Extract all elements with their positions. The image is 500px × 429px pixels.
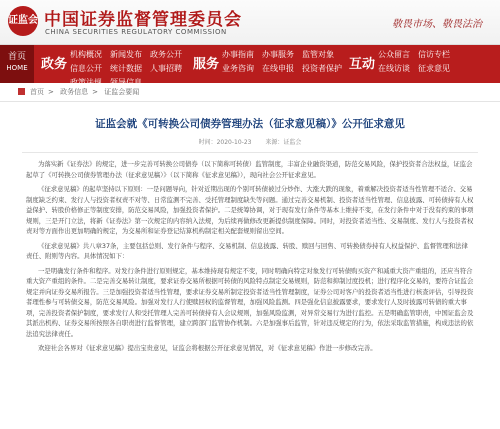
site-name: 中国证券监督管理委员会 xyxy=(44,10,242,30)
nav-link[interactable]: 信访专栏 xyxy=(418,50,450,59)
article-meta xyxy=(0,137,500,146)
nav-link[interactable]: 监管对象 xyxy=(302,50,334,59)
article-paragraph: 欢迎社会各界对《征求意见稿》提出宝贵意见，证监会将根据公开征求意见情况，对《征求意见稿》作进一步修改完善。 xyxy=(38,344,377,352)
breadcrumb-item: 证监会要闻 xyxy=(104,88,140,96)
nav-link[interactable]: 领导信息 xyxy=(110,78,142,87)
article-paragraph: 为落实新《证券法》的规定，进一步完善可转换公司债券（以下简称可转债）监管制度，丰富企业融资渠道，防范交易风险，保护投资者合法权益，证监会起草了《可转换公司债券管理办法（征求意见稿）》（以下简称《征求意见稿》），现向社会公开征求意见。 xyxy=(26,160,473,179)
nav-link[interactable]: 在线访谈 xyxy=(378,64,410,73)
nav-link[interactable]: 政务公开 xyxy=(150,50,182,59)
article-paragraph: 一是明确发行条件和程序。对发行条件进行原则规定，基本维持现有规定不变，同时明确向特定对象发行可转债购买资产和减重大资产重组的，还应当符合重大资产重组的条件。二是完善交易转让制度，要求证券交易所根据可转债的风险特点制定交易规则，防范和抑制过度投机；进行程序化交易的，要符合证监会规定并向证券交易所报告。三是加强投资者适当性管理，要求证券交易所制定投资者适当性管理制度，证券公司对客户的投资者适当性进行核查评估，引导投资者理性参与可转债交易，防范交易风险。加强对发行人行使赎回权的监督管理，加强风险监测。四是强化信息披露要求，要求发行人及时披露可转债的重大事项，完善投资者保护制度，要求发行人和受托管理人完善可转债持有人会议规则，加强风险监测，对异常交易行为进行监控。五是明确监管职责，中国证监会及其派出机构、证券交易所按照各自职责进行监督管理，建立跨部门监管协作机制。六是加强事后监管，针对违反规定的行为，依法采取监管措施，构成违法的依法追究法律责任。 xyxy=(26,266,474,338)
nav-home[interactable] xyxy=(0,45,34,83)
article-date: 时间：2020-10-23 xyxy=(198,139,252,146)
nav-link[interactable]: 机构概况 xyxy=(70,50,102,59)
breadcrumb xyxy=(0,83,500,102)
site-slogan: 敬畏市场、敬畏法治 xyxy=(392,19,482,30)
nav-link[interactable]: 办事指南 xyxy=(222,50,254,59)
nav-link[interactable]: 信息公开 xyxy=(70,64,102,73)
nav-link[interactable]: 统计数据 xyxy=(110,64,142,73)
nav-link[interactable]: 投资者保护 xyxy=(302,64,342,73)
nav-section-title: 服务 xyxy=(192,57,219,72)
nav-link[interactable]: 业务咨询 xyxy=(222,64,254,73)
nav-link[interactable]: 人事招聘 xyxy=(150,64,182,73)
nav-section-title: 政务 xyxy=(40,57,67,72)
breadcrumb-item[interactable]: 首页 xyxy=(30,88,44,96)
nav-home-label: 首页 xyxy=(7,52,26,62)
location-icon xyxy=(18,88,25,95)
site-name-en: CHINA SECURITIES REGULATORY COMMISSION xyxy=(45,28,227,36)
nav-home-label-en: HOME xyxy=(6,64,28,72)
article-source: 来源：证监会 xyxy=(265,139,302,146)
nav-link[interactable]: 办事服务 xyxy=(262,50,294,59)
main-nav xyxy=(0,45,500,87)
nav-link[interactable]: 征求意见 xyxy=(418,64,450,73)
nav-link[interactable]: 在线申报 xyxy=(262,64,294,73)
breadcrumb-separator: > xyxy=(48,88,54,96)
nav-link[interactable]: 公众留言 xyxy=(378,50,410,59)
article-paragraph: 《征求意见稿》共八章37条，主要包括总则、发行条件与程序、交易机制、信息披露、转股、赎回与回售、可转换债券持有人权益保护、监督管理和法律责任、附则等内容。具体情况如下： xyxy=(26,241,468,260)
article-title: 证监会就《可转换公司债券管理办法（征求意见稿）》公开征求意见 xyxy=(95,118,405,130)
article-paragraph: 《征求意见稿》的起草坚持以下原则：一是问题导向，针对近期出现的个别可转债被过分炒作、大涨大跌的现象，着重解决投资者适当性管理不适合、交易制度缺乏约束、发行人与投资者权责不对等、日常监测不完善、受托管理制度缺失等问题。通过完善交易机制、投资者适当性管理、信息披露、可转债持有人权益保护、转股价格修正等制度安排，防范交易风险，加强投资者保护。二是统筹协调，对于现有发行条件等基本上维持不变，在发行条件中对于没有约束的事项规则，三是开门立法，将新《证券法》第一次规定的内容纳入法规，为后续再做修改更新提供制度保障。同时，对投资者适当性、交易制度、发行人与投资者权责对等方面作出更加明确的规定，为交易所和证券登记结算机构制定相关配套规则留出空间。 xyxy=(26,185,474,235)
breadcrumb-separator: > xyxy=(92,88,98,96)
nav-section-title: 互动 xyxy=(348,57,375,72)
site-header xyxy=(0,0,500,45)
divider xyxy=(22,152,478,153)
nav-link[interactable]: 新闻发布 xyxy=(110,50,142,59)
csrc-logo[interactable]: 证监会 xyxy=(8,6,38,36)
nav-link[interactable]: 政策法规 xyxy=(70,78,102,87)
breadcrumb-item[interactable]: 政务信息 xyxy=(60,88,89,96)
article-body xyxy=(26,159,474,354)
